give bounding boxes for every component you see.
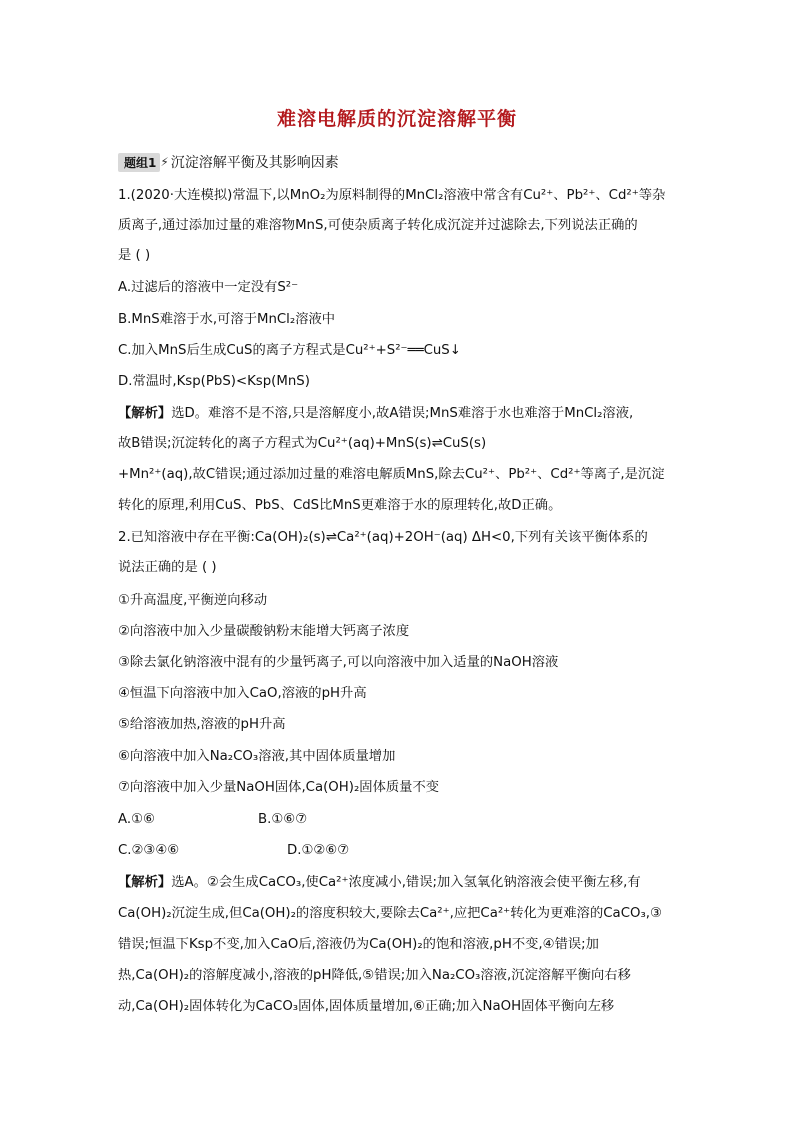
- q2-statement-3: ③除去氯化钠溶液中混有的少量钙离子,可以向溶液中加入适量的NaOH溶液: [118, 655, 559, 670]
- q2-statement-4: ④恒温下向溶液中加入CaO,溶液的pH升高: [118, 686, 367, 701]
- q1-option-b: B.MnS难溶于水,可溶于MnCl₂溶液中: [118, 312, 336, 327]
- q1-answer-tag: 【解析】: [118, 406, 172, 421]
- q2-statement-1: ①升高温度,平衡逆向移动: [118, 593, 268, 608]
- q2-statement-5: ⑤给溶液加热,溶液的pH升高: [118, 717, 286, 732]
- q2-option-b: B.①⑥⑦: [258, 812, 308, 827]
- q1-answer-text1: 选D。难溶不是不溶,只是溶解度小,故A错误;MnS难溶于水也难溶于MnCl₂溶液,: [171, 406, 634, 421]
- topic-group-header: [118, 151, 339, 173]
- q2-answer-line4: 热,Ca(OH)₂的溶解度减小,溶液的pH降低,⑤错误;加入Na₂CO₃溶液,沉淀溶解平衡向右移: [118, 968, 631, 983]
- q2-option-c: C.②③④⑥: [118, 843, 180, 858]
- q1-answer-line4: 转化的原理,利用CuS、PbS、CdS比MnS更难溶于水的原理转化,故D正确。: [118, 498, 562, 513]
- lightning-icon: ⚡: [160, 155, 169, 169]
- q2-answer-line5: 动,Ca(OH)₂固体转化为CaCO₃固体,固体质量增加,⑥正确;加入NaOH固体平衡向左移: [118, 999, 615, 1014]
- page-title: 难溶电解质的沉淀溶解平衡: [276, 108, 517, 130]
- group-badge: 题组1: [118, 153, 160, 172]
- q1-option-c: C.加入MnS后生成CuS的离子方程式是Cu²⁺+S²⁻══CuS↓: [118, 343, 461, 358]
- group-title: 沉淀溶解平衡及其影响因素: [170, 155, 339, 171]
- q1-stem-line1: 1.(2020·大连模拟)常温下,以MnO₂为原料制得的MnCl₂溶液中常含有Cu²⁺、Pb²⁺、Cd²⁺等杂: [118, 188, 666, 203]
- q2-answer-line3: 错误;恒温下Ksp不变,加入CaO后,溶液仍为Ca(OH)₂的饱和溶液,pH不变,④错误;加: [118, 937, 599, 952]
- q1-stem-line3: 是 ( ): [118, 248, 151, 263]
- q1-option-d: D.常温时,Ksp(PbS)<Ksp(MnS): [118, 374, 310, 389]
- q2-answer-tag: 【解析】: [118, 875, 172, 890]
- q2-stem-line2: 说法正确的是 ( ): [118, 560, 217, 575]
- q2-statement-7: ⑦向溶液中加入少量NaOH固体,Ca(OH)₂固体质量不变: [118, 780, 440, 795]
- q2-answer-line1: [118, 873, 641, 893]
- q1-answer-line3: +Mn²⁺(aq),故C错误;通过添加过量的难溶电解质MnS,除去Cu²⁺、Pb²⁺、Cd²⁺等离子,是沉淀: [118, 467, 665, 482]
- q1-answer-line1: [118, 404, 633, 424]
- q2-statement-6: ⑥向溶液中加入Na₂CO₃溶液,其中固体质量增加: [118, 749, 396, 764]
- q1-answer-line2: 故B错误;沉淀转化的离子方程式为Cu²⁺(aq)+MnS(s)⇌CuS(s): [118, 436, 487, 451]
- q2-statement-2: ②向溶液中加入少量碳酸钠粉末能增大钙离子浓度: [118, 624, 410, 639]
- q2-option-a: A.①⑥: [118, 812, 155, 827]
- q2-answer-line2: Ca(OH)₂沉淀生成,但Ca(OH)₂的溶度积较大,要除去Ca²⁺,应把Ca²⁺转化为更难溶的CaCO₃,③: [118, 906, 662, 921]
- q1-stem-line2: 质离子,通过添加过量的难溶物MnS,可使杂质离子转化成沉淀并过滤除去,下列说法正确的: [118, 218, 638, 233]
- q1-option-a: A.过滤后的溶液中一定没有S²⁻: [118, 280, 299, 295]
- q2-answer-text1: 选A。②会生成CaCO₃,使Ca²⁺浓度减小,错误;加入氢氧化钠溶液会使平衡左移,有: [171, 875, 641, 890]
- q2-option-d: D.①②⑥⑦: [287, 843, 350, 858]
- q2-stem-line1: 2.已知溶液中存在平衡:Ca(OH)₂(s)⇌Ca²⁺(aq)+2OH⁻(aq) ΔH<0,下列有关该平衡体系的: [118, 530, 648, 545]
